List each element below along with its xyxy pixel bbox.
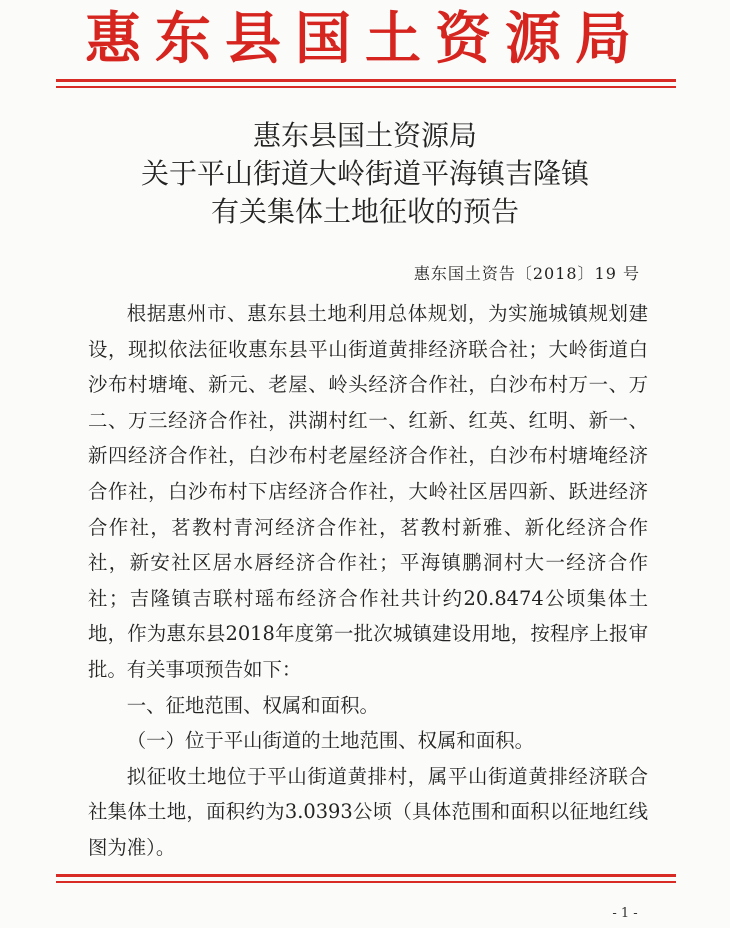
title-line-2: 关于平山街道大岭街道平海镇吉隆镇: [140, 157, 589, 190]
header-rule-thin: [56, 86, 676, 88]
title-line-1: 惠东县国土资源局: [252, 119, 477, 152]
document-title: [0, 117, 730, 231]
paragraph-section-1: 一、征地范围、权属和面积。: [126, 693, 379, 717]
paragraph-subsection-1: （一）位于平山街道的土地范围、权属和面积。: [126, 729, 534, 753]
page-number: - 1 -: [612, 906, 638, 921]
footer-rule-thick: [56, 874, 676, 877]
title-line-3: 有关集体土地征收的预告: [210, 195, 519, 228]
document-number: 惠东国土资告〔2018〕19 号: [413, 264, 640, 283]
paragraph-intro: 根据惠州市、惠东县土地利用总体规划，为实施城镇规划建设，现拟依法征收惠东县平山街道黄排经济联合社；大岭街道白沙布村塘埯、新元、老屋、岭头经济合作社，白沙布村万一、万二、万三经济合作社，洪湖村红一、红新、红英、红明、新一、新四经济合作社，白沙布村老屋经济合作社，白沙布村塘埯经济合作社，白沙布村下店经济合作社，大岭社区居四新、跃进经济合作社，茗教村青河经济合作社，茗教村新雅、新化经济合作社，新安社区居水唇经济合作社；平海镇鹏洞村大一经济合作社；吉隆镇吉联村瑶布经济合作社共计约20.8474公顷集体土地，作为惠东县2018年度第一批次城镇建设用地，按程序上报审批。有关事项预告如下：: [88, 302, 648, 681]
footer-rule-thin: [56, 881, 676, 883]
paragraph-detail-1: 拟征收土地位于平山街道黄排村，属平山街道黄排经济联合社集体土地，面积约为3.0393公顷（具体范围和面积以征地红线图为准）。: [88, 764, 648, 859]
header-rule-thick: [56, 79, 676, 82]
agency-header: 惠东县国土资源局: [85, 6, 645, 72]
document-body: [88, 296, 648, 866]
